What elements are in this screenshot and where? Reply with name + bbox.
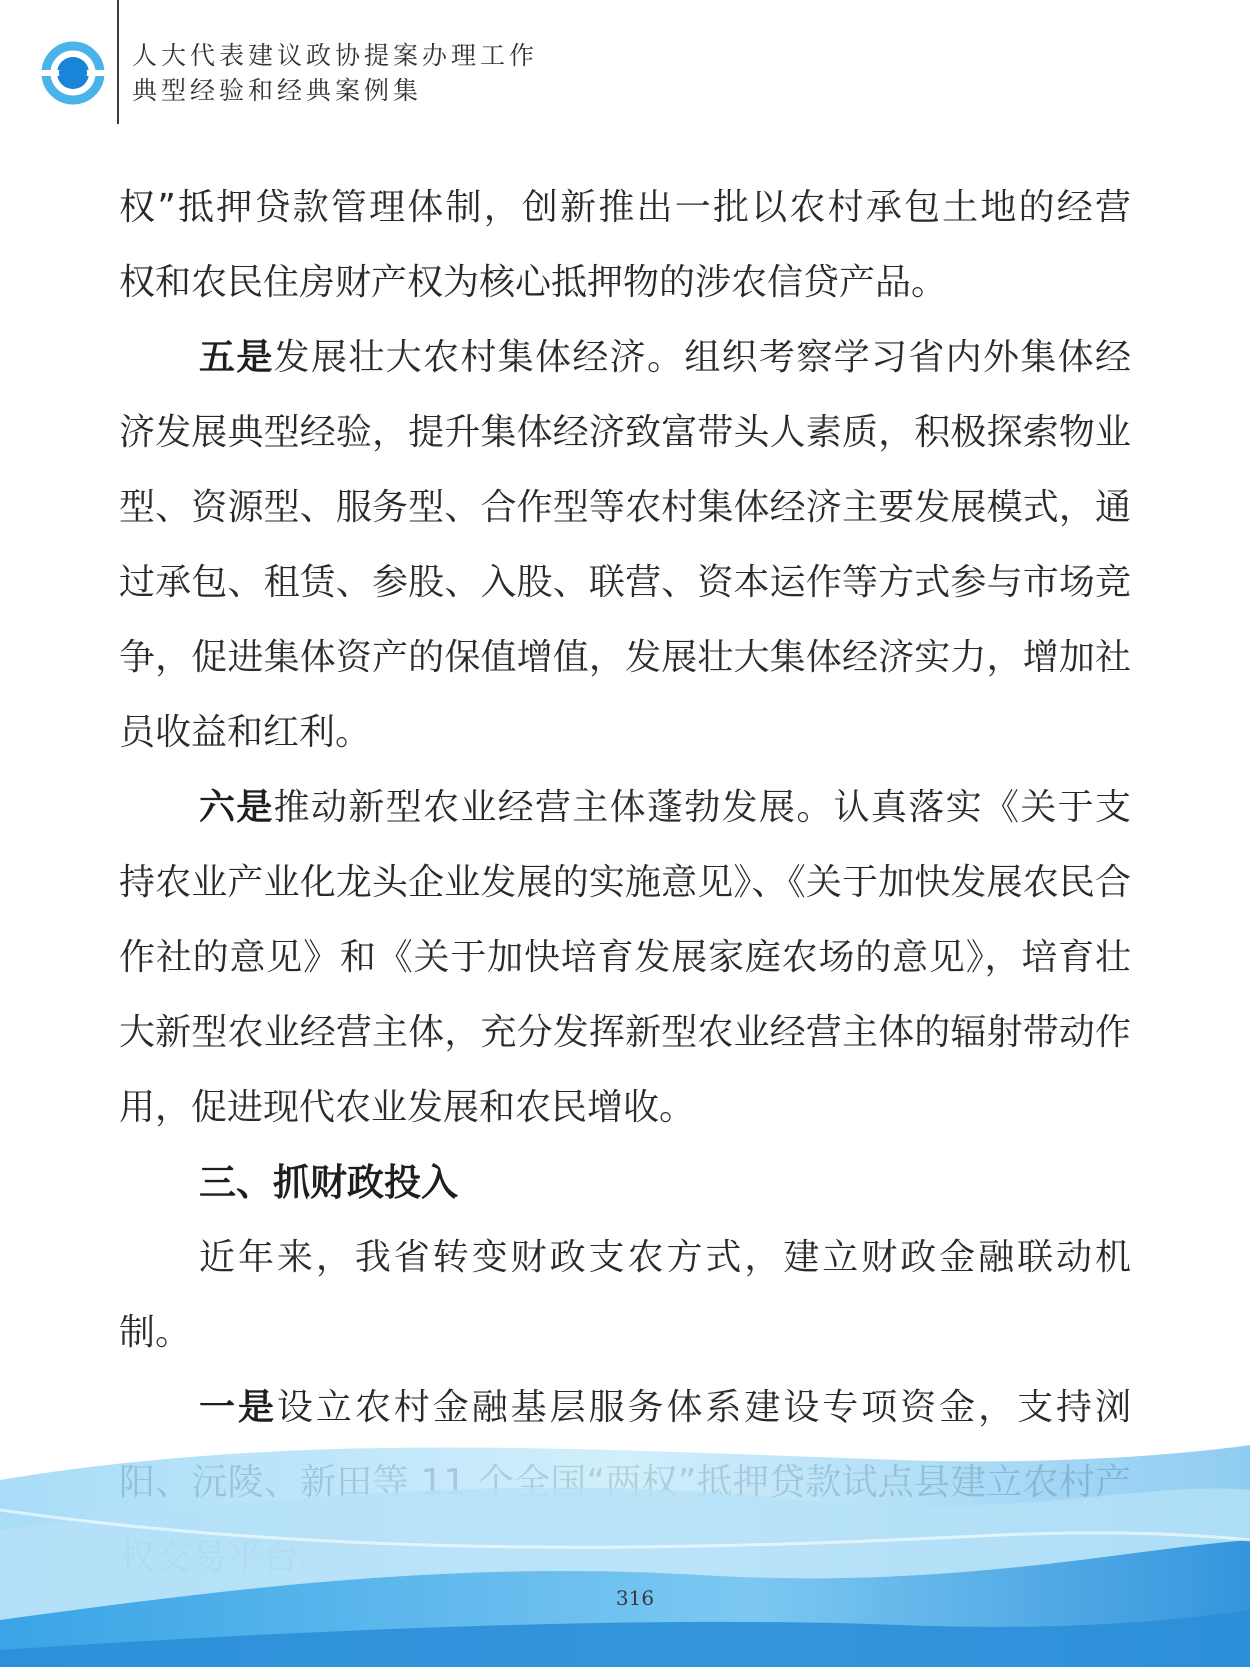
footer-wave-decoration xyxy=(0,1440,1250,1667)
page-header xyxy=(0,0,1250,125)
paragraph-continued-line-2: 权和农民住房财产权为核心抵押物的涉农信贷产品。 xyxy=(119,262,948,303)
item-text: 推动新型农业经营主体蓬勃发展。认真落实《关于支持农业产业化龙头企业发展的实施意见》、《关于加快发展农民合作社的意见》和《关于加快培育发展家庭农场的意见》，培育壮大新型农业经营主体，充分发挥新型农业经营主体的辐射带动作用，促进现代农业发展和农民增收。 xyxy=(119,787,1131,1128)
item-text: 设立农村金融基层服务体系建设专项资金，支持浏 xyxy=(276,1387,1131,1428)
body-text xyxy=(119,170,1131,1595)
section-heading: 三、抓财政投入 xyxy=(199,1161,458,1204)
item-lead: 五是 xyxy=(199,337,274,378)
logo-icon xyxy=(40,40,106,106)
book-title xyxy=(132,38,538,108)
paragraph-item-five xyxy=(119,320,1131,770)
paragraph-continued-line-1: 权”抵押贷款管理体制，创新推出一批以农村承包土地的经营 xyxy=(119,187,1131,228)
header-divider xyxy=(117,0,119,124)
item-text: 发展壮大农村集体经济。组织考察学习省内外集体经济发展典型经验，提升集体经济致富带头人素质，积极探索物业型、资源型、服务型、合作型等农村集体经济主要发展模式，通过承包、租赁、参股、入股、联营、资本运作等方式参与市场竞争，促进集体资产的保值增值，发展壮大集体经济实力，增加社员收益和红利。 xyxy=(119,337,1131,753)
item-lead: 六是 xyxy=(199,787,274,828)
paragraph-intro: 近年来，我省转变财政支农方式，建立财政金融联动机制。 xyxy=(119,1237,1131,1353)
paragraph-item-six xyxy=(119,770,1131,1145)
item-lead: 一是 xyxy=(199,1387,277,1428)
book-title-line-1: 人大代表建议政协提案办理工作 xyxy=(132,41,539,70)
page-number: 316 xyxy=(615,1586,655,1610)
book-title-line-2: 典型经验和经典案例集 xyxy=(132,76,423,105)
